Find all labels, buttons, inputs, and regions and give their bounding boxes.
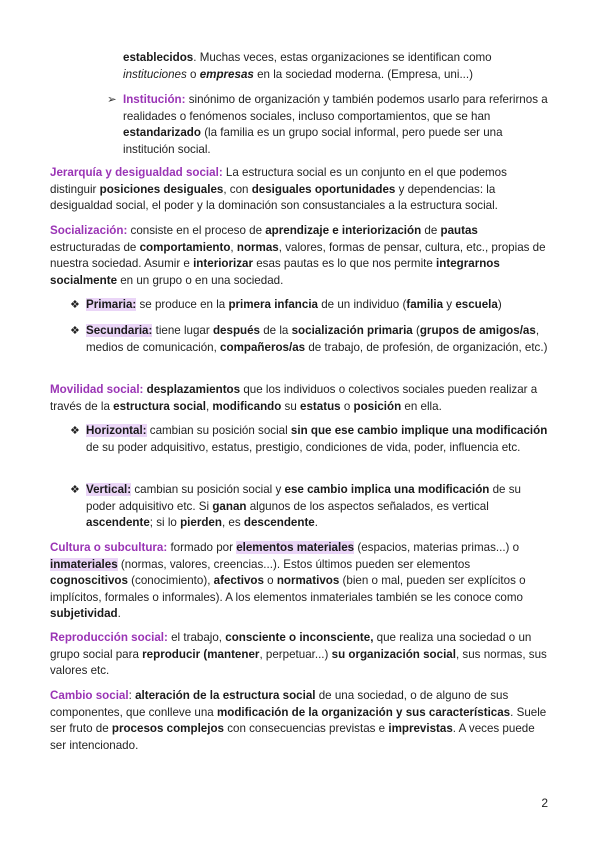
arrow-bullet-icon: ➢	[107, 93, 117, 106]
reproduccion-paragraph	[50, 630, 550, 680]
text: o	[186, 67, 200, 81]
term-socializacion: Socialización:	[50, 224, 128, 237]
bold-term: socialización primaria	[291, 324, 413, 337]
jerarquia-paragraph	[50, 165, 550, 215]
text: :	[128, 689, 136, 702]
term-cultura: Cultura o subcultura:	[50, 541, 168, 554]
text: se produce en la	[136, 298, 229, 311]
text: . Suele ser fruto de	[50, 705, 547, 735]
bold-term: estructura social	[113, 399, 206, 413]
highlighted-term: elementos materiales	[236, 541, 355, 554]
bold-term: después	[212, 324, 261, 337]
diamond-bullet-icon: ❖	[70, 484, 80, 496]
bold-term: alteración de la estructura social	[135, 689, 316, 702]
text: que los individuos o colectivos sociales pueden realizar a través de la	[50, 383, 538, 413]
text: , con	[223, 182, 252, 196]
text: su	[281, 399, 301, 413]
bold-term: primera infancia	[228, 298, 319, 311]
text: con consecuencias previstas e	[224, 722, 389, 735]
bold-term: posiciones desiguales	[99, 182, 224, 196]
highlighted-term: inmateriales	[50, 557, 118, 571]
text: de un individuo (	[318, 298, 407, 311]
text: o	[263, 574, 277, 587]
text: de una sociedad, o de alguno de sus componentes, que conlleve una	[50, 689, 509, 719]
bold-term: escuela	[455, 298, 498, 311]
bold-term: normas	[236, 240, 279, 254]
bold-term: estandarizado	[123, 126, 201, 139]
text: ,	[230, 240, 237, 254]
bold-term: descendente	[243, 516, 315, 529]
bold-term: grupos de amigos/as	[419, 324, 536, 337]
secundaria-item	[70, 323, 548, 356]
socializacion-paragraph	[50, 223, 550, 289]
text: y	[443, 298, 456, 311]
text: de trabajo, de profesión, de organización, etc.)	[305, 340, 548, 354]
bold-italic-term: empresas	[199, 67, 254, 81]
text: cambian su posición social	[146, 424, 291, 437]
term-horizontal: Horizontal:	[86, 424, 147, 437]
text: de su poder adquisitivo, estatus, prestigio, condiciones de vida, poder, influencia etc.	[86, 440, 521, 454]
page-number: 2	[541, 796, 548, 810]
bold-term: posición	[353, 399, 402, 413]
text: ,	[205, 399, 213, 413]
text: cambian su posición social y	[131, 483, 285, 496]
text: esas pautas es lo que nos permite	[253, 257, 437, 270]
bold-term: afectivos	[213, 574, 264, 587]
bold-term: comportamiento	[139, 240, 231, 254]
text: (la familia es un grupo social informal, pero puede ser una institución social.	[123, 126, 503, 156]
text: consiste en el proceso de	[127, 224, 266, 237]
text: )	[497, 298, 502, 311]
term-reproduccion: Reproducción social:	[50, 631, 168, 644]
text: (	[412, 324, 420, 337]
text: de su poder adquisitivo etc. Si	[86, 483, 521, 513]
bold-term: compañeros/as	[220, 340, 306, 354]
bold-term: desplazamientos	[146, 383, 241, 396]
diamond-bullet-icon: ❖	[70, 425, 80, 437]
text: (normas, valores, creencias...). Estos últimos pueden ser elementos	[117, 557, 471, 571]
text: estructuradas de	[50, 240, 140, 254]
text: sinónimo de organización y también podemos usarlo para referirnos a realidades o fenómenos sociales, incluso comportamientos, que se han	[123, 93, 548, 123]
text: (conocimiento),	[127, 574, 214, 587]
bold-term: estatus	[300, 399, 341, 413]
bold-term: ascendente	[86, 516, 150, 529]
bold-term: integrarnos socialmente	[50, 257, 500, 287]
bold-term: normativos	[276, 574, 340, 587]
primaria-item	[70, 297, 548, 314]
term-secundaria: Secundaria:	[86, 324, 153, 337]
bold-term: procesos complejos	[111, 722, 224, 735]
intro-paragraph	[123, 50, 543, 83]
text: en ella.	[401, 399, 442, 413]
text: , perpetuar...)	[259, 647, 332, 661]
text: ; si lo	[149, 516, 181, 529]
movilidad-paragraph	[50, 382, 550, 415]
text: . A veces puede ser intencionado.	[50, 722, 535, 752]
bold-term: pierden	[180, 516, 222, 529]
text: formado por	[167, 541, 237, 554]
bold-term: reproducir (mantener	[142, 647, 260, 661]
bold-term: imprevistas	[388, 722, 453, 735]
term-cambio: Cambio social	[50, 689, 129, 702]
text: , es	[221, 516, 244, 529]
text: .	[314, 516, 318, 529]
diamond-bullet-icon: ❖	[70, 325, 80, 337]
text: que realiza una sociedad o un grupo social para	[50, 631, 532, 661]
bold-term: familia	[406, 298, 444, 311]
text: , sus normas, sus valores etc.	[50, 647, 547, 677]
cambio-paragraph	[50, 688, 550, 754]
term-vertical: Vertical:	[86, 483, 132, 496]
term-movilidad: Movilidad social:	[50, 383, 144, 396]
text: algunos de los aspectos señalados, es vertical	[246, 499, 489, 513]
institucion-item	[107, 92, 548, 158]
text: de la	[260, 324, 292, 337]
bold-term: cognoscitivos	[50, 574, 128, 587]
bold-term: subjetividad	[50, 607, 118, 620]
bold-term: ese cambio implica una modificación	[284, 483, 490, 496]
text: .	[117, 607, 121, 620]
bold-term: su organización social	[331, 647, 456, 661]
bold-term: interiorizar	[193, 257, 253, 270]
vertical-item	[70, 482, 548, 532]
cultura-paragraph	[50, 540, 550, 623]
bold-term: consciente o inconsciente,	[225, 631, 374, 644]
text: , medios de comunicación,	[86, 324, 540, 354]
text: el trabajo,	[167, 631, 226, 644]
text: y dependencias: la desigualdad social, el poder y la dominación son consustanciales a la estructura social.	[50, 182, 498, 212]
horizontal-item	[70, 423, 548, 456]
bold-term: modificando	[212, 399, 282, 413]
text: en un grupo o en una sociedad.	[117, 273, 284, 287]
term-jerarquia: Jerarquía y desigualdad social:	[50, 166, 223, 179]
bold-term: establecidos	[123, 51, 194, 64]
text: (espacios, materias primas...) o	[354, 541, 520, 554]
text: . Muchas veces, estas organizaciones se identifican como	[193, 51, 492, 64]
bold-term: aprendizaje e interiorización	[265, 224, 422, 237]
text: La estructura social es un conjunto en el que podemos distinguir	[50, 166, 507, 196]
term-primaria: Primaria:	[86, 298, 137, 311]
text: (bien o mal, pueden ser explícitos o implícitos, formales o informales). A los elementos inmateriales también se les conoce como	[50, 574, 526, 604]
bold-term: desiguales oportunidades	[251, 182, 396, 196]
bold-term: pautas	[440, 224, 478, 237]
text: de	[421, 224, 441, 237]
text: tiene lugar	[152, 324, 213, 337]
bold-term: sin que ese cambio implique una modificación	[290, 424, 548, 437]
diamond-bullet-icon: ❖	[70, 299, 80, 311]
text: o	[340, 399, 354, 413]
bold-term: ganan	[212, 499, 247, 513]
text: en la sociedad moderna. (Empresa, uni...)	[253, 67, 473, 81]
term-institucion: Institución:	[123, 93, 186, 106]
bold-term: modificación de la organización y sus características	[216, 705, 511, 719]
text: , valores, formas de pensar, cultura, etc., propias de nuestra sociedad. Asumir e	[50, 240, 546, 270]
italic-term: instituciones	[123, 67, 187, 81]
